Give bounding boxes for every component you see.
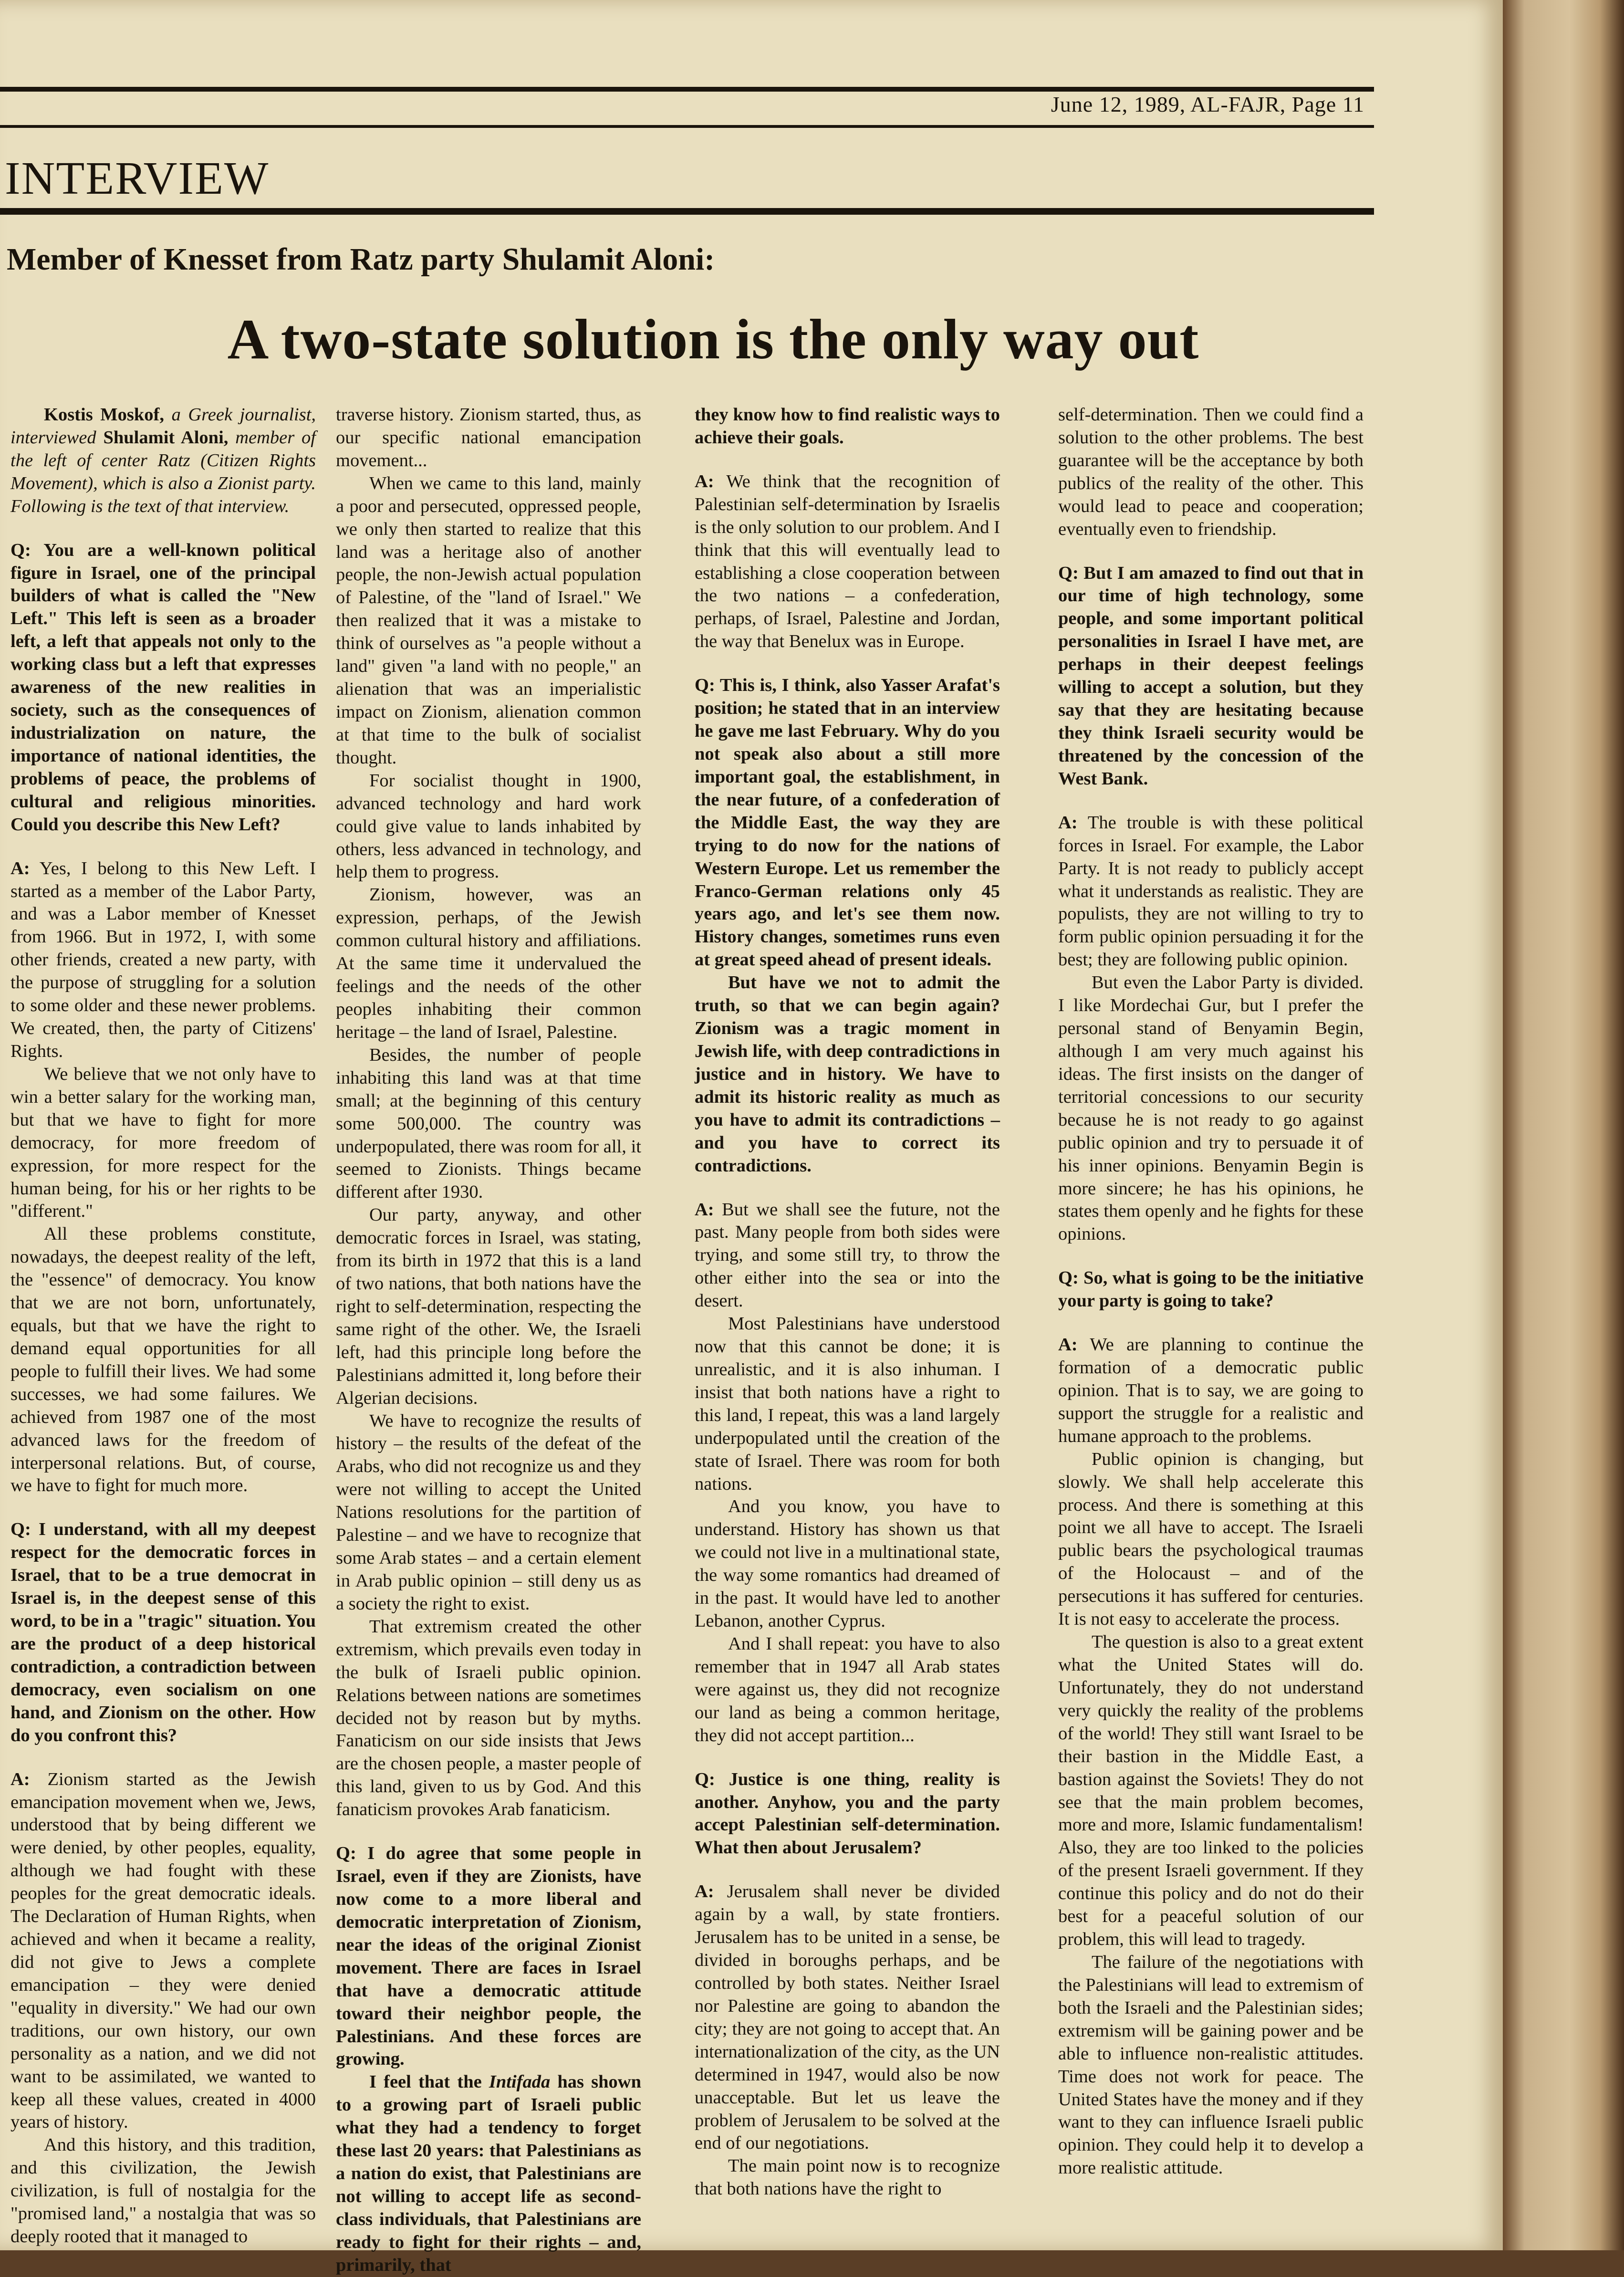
answer-1-para-3: All these problems constitute, nowadays, the deepest reality of the left, the "essence" of democracy. You know that we are not born, unfortunately, equals, but that we have the right to demand equal opportunities for all people to fulfill their lives. We had some successes, we had some failures. We achieved from 1987 one of the most advanced laws for the freedom of interpersonal relations. But, of course, we have to fight for much more. <box>10 1224 316 1496</box>
intro-text-b: member of the left of center Ratz (Citizen Rights Movement), which is also a Zionist party. Following is the text of that interview. <box>10 427 316 516</box>
answer-4-text: But we shall see the future, not the past. Many people from both sides were trying, and some still try, to throw the other either into the sea or into the desert. <box>695 1199 1000 1311</box>
answer-6 <box>1058 812 1364 971</box>
question-5: Q: Justice is one thing, reality is another. Anyhow, you and the party accept Palestinian self-determination. What then about Jerusalem? <box>695 1769 1000 1858</box>
answer-label: A: <box>695 471 714 491</box>
col2-para-5: Besides, the number of people inhabiting this land was at that time small; at the beginning of this century some 500,000. The country was underpopulated, there was room for all, it seemed to Zionists. Things became different after 1930. <box>336 1044 641 1202</box>
answer-label: A: <box>695 1199 714 1220</box>
answer-3 <box>695 470 1000 653</box>
col2-para-6: Our party, anyway, and other democratic forces in Israel, was stating, from its birth in 1972 that this is a land of two nations, that both nations have the right to self-determination, respecting the same right of the other. We, the Israeli left, had this principle long before the Palestinians admitted it, long before their Algerian decisions. <box>336 1205 641 1408</box>
answer-label: A: <box>10 858 30 878</box>
answer-1 <box>10 857 316 1063</box>
article-headline: A two-state solution is the only way out <box>227 307 1199 371</box>
answer-5-para-2: The main point now is to recognize that both nations have the right to <box>695 2156 1000 2199</box>
question-1: Q: You are a well-known political figure in Israel, one of the principal builders of what is called the "New Left." This left is seen as a broader left, a left that appeals not only to the working class but a left that expresses awareness of the new realities in society, such as the consequences of industrialization on nature, the importance of national identities, the problems of peace, the problems of cultural and religious minorities. Could you describe this New Left? <box>10 540 316 835</box>
article-kicker: Member of Knesset from Ratz party Shulamit Aloni: <box>7 242 715 277</box>
question-7: Q: So, what is going to be the initiative your party is going to take? <box>1058 1268 1364 1311</box>
answer-7-text: We are planning to continue the formation of a democratic public opinion. That is to say, we are going to support the struggle for a realistic and humane approach to the problems. <box>1058 1335 1364 1446</box>
col2-para-8: That extremism created the other extremism, which prevails even today in the bulk of Israeli public opinion. Relations between nations are sometimes decided not by reason but by myths. Fanaticism on our side insists that Jews are the chosen people, a master people of this land, given to us by God. And this fanaticism provokes Arab fanaticism. <box>336 1616 641 1820</box>
answer-7-para-2: Public opinion is changing, but slowly. We shall help accelerate this process. And there is something at this point we all have to accept. The Israeli public bears the psychological traumas of the Holocaust – and of the persecutions it has suffered for centuries. It is not easy to accelerate the process. <box>1058 1449 1364 1629</box>
answer-label: A: <box>695 1881 714 1902</box>
answer-7-para-4: The failure of the negotiations with the Palestinians will lead to extremism of both the Israeli and the Palestinian sides; extremism will be gaining power and be able to influence non-realistic attitudes. Time does not work for peace. The United States have the money and if they want to they can influence Israeli public opinion. They could help it to develop a more realistic attitude. <box>1058 1952 1364 2178</box>
answer-2-text: Zionism started as the Jewish emancipation movement when we, Jews, understood that by being different we were denied, by other peoples, equality, although we had fought with these peoples for the great democratic ideals. The Declaration of Human Rights, when achieved and when it became a reality, did not give to Jews a complete emancipation – they were denied "equality in diversity." We had our own traditions, our own history, our own personality as a nation, and we did not want to be assimilated, we wanted to keep all these values, created in 4000 years of history. <box>10 1769 316 2132</box>
intro-paragraph <box>10 404 316 518</box>
answer-1-text: Yes, I belong to this New Left. I started as a member of the Labor Party, and was a Labor member of Knesset from 1966. But in 1972, I, with some other friends, created a new party, with the purpose of struggling for a solution to some older and these newer problems. We created, then, the party of Citizens' Rights. <box>10 858 316 1061</box>
answer-5-text: Jerusalem shall never be divided again by a wall, by state frontiers. Jerusalem has to be united in a sense, be divided in boroughs perhaps, and be controlled by both states. Neither Israel nor Palestine are going to abandon the city; they are not going to accept that. An internationalization of the city, as the UN determined in 1947, would also be now unacceptable. But let us leave the problem of Jerusalem to be solved at the end of our negotiations. <box>695 1881 1000 2153</box>
answer-7 <box>1058 1334 1364 1448</box>
answer-7-para-3: The question is also to a great extent what the United States will do. Unfortunately, they do not understand very quickly the reality of the problems of the world! They still want Israel to be their bastion in the Middle East, a bastion against the Soviets! They do not see that the main problem becomes, more and more, Islamic fundamentalism! Also, they are too linked to the policies of the present Israeli government. If they continue this policy and do not do their best for a peaceful solution of our problem, this will lead to tragedy. <box>1058 1632 1364 1950</box>
article-column-1 <box>10 404 316 2248</box>
q3-intifada: Intifada <box>489 2072 551 2092</box>
question-3: Q: I do agree that some people in Israel, even if they are Zionists, have now come to a more liberal and democratic interpretation of Zionism, near the ideas of the original Zionist movement. There are faces in Israel that have a democratic attitude toward their neighbor people, the Palestinians. And these forces are growing. <box>336 1843 641 2069</box>
col2-para-3: For socialist thought in 1900, advanced technology and hard work could give value to lands inhabited by others, less advanced in technology, and help them to progress. <box>336 770 641 882</box>
col2-para-4: Zionism, however, was an expression, perhaps, of the Jewish common cultural history and affiliations. At the same time it undervalued the feelings and the needs of the other peoples inhabiting their common heritage – the land of Israel, Palestine. <box>336 885 641 1042</box>
answer-1-para-2: We believe that we not only have to win a better salary for the working man, but that we have to fight for more democracy, for more freedom of expression, for more respect for the human being, for his or her rights to be "different." <box>10 1064 316 1222</box>
article-column-2 <box>336 404 641 2277</box>
col2-para-1: traverse history. Zionism started, thus, as our specific national emancipation movement... <box>336 405 641 470</box>
question-3-end: they know how to find realistic ways to achieve their goals. <box>695 405 1000 448</box>
answer-5 <box>695 1880 1000 2155</box>
answer-2 <box>10 1768 316 2134</box>
article-column-3 <box>695 404 1000 2201</box>
answer-4-para-2: Most Palestinians have understood now that this cannot be done; it is unrealistic, and it is also inhuman. I insist that both nations have a right to this land, I repeat, this was a land largely underpopulated until the creation of the state of Israel. There was room for both nations. <box>695 1314 1000 1494</box>
answer-6-para-2: But even the Labor Party is divided. I like Mordechai Gur, but I prefer the personal stand of Benyamin Begin, although I am very much against his ideas. The first insists on the danger of territorial concessions to our security because he is not ready to go against public opinion and try to persuade it of his inner opinions. Benyamin Begin is more sincere; he has his opinions, he states them openly and he fights for these opinions. <box>1058 972 1364 1244</box>
top-rule <box>0 87 1374 92</box>
col4-para-1: self-determination. Then we could find a solution to the other problems. The best guarantee will be the acceptance by both publics of the reality of the other. This would lead to peace and cooperation; eventually even to friendship. <box>1058 405 1364 539</box>
answer-4 <box>695 1199 1000 1313</box>
answer-3-text: We think that the recognition of Palestinian self-determination by Israelis is the only solution to our problem. And I think that this will eventually lead to establishing a close cooperation between the two nations – a confederation, perhaps, of Israel, Palestine and Jordan, the way that Benelux was in Europe. <box>695 471 1000 652</box>
page-folio: June 12, 1989, AL-FAJR, Page 11 <box>1051 92 1364 116</box>
col2-para-2: When we came to this land, mainly a poor and persecuted, oppressed people, we only then started to realize that this land was a heritage also of another people, the non-Jewish actual population of Palestine, of the "land of Israel." We then realized that it was a mistake to think of ourselves as "a people without a land" given "a land with no people," an alienation that was an imperialistic impact on Zionism, alienation common at that time to the bulk of socialist thought. <box>336 473 641 768</box>
interviewee-name: Shulamit Aloni, <box>103 427 229 448</box>
author-name: Kostis Moskof, <box>44 405 164 425</box>
question-2: Q: I understand, with all my deepest respect for the democratic forces in Israel, that to be a true democrat in Israel is, in the deepest sense of this word, to be in a "tragic" situation. You are the product of a deep historical contradiction, a contradiction between democracy, even socialism on one hand, and Zionism on the other. How do you confront this? <box>10 1519 316 1745</box>
answer-label: A: <box>10 1769 30 1789</box>
question-4: Q: This is, I think, also Yasser Arafat's position; he stated that in an interview he gave me last February. Why do you not speak also about a still more important goal, the establishment, in the near future, of a confederation of the Middle East, the way they are trying to do now for the nations of Western Europe. Let us remember the Franco-German relations only 45 years ago, and let's see them now. History changes, sometimes runs even at great speed ahead of present ideals. <box>695 675 1000 970</box>
answer-2-para-2: And this history, and this tradition, and this civilization, the Jewish civilization, is full of nostalgia for the "promised land," a nostalgia that was so deeply rooted that it managed to <box>10 2135 316 2247</box>
question-3-para-2 <box>336 2071 641 2277</box>
answer-4-para-3: And you know, you have to understand. History has shown us that we could not live in a multinational state, the way some romantics had dreamed of in the past. It would have led to another Lebanon, another Cyprus. <box>695 1496 1000 1631</box>
answer-label: A: <box>1058 1335 1078 1355</box>
q3-text-a: I feel that the <box>369 2072 482 2092</box>
answer-4-para-4: And I shall repeat: you have to also remember that in 1947 all Arab states were against us, they did not recognize our land as being a common heritage, they did not accept partition... <box>695 1634 1000 1745</box>
section-rule <box>0 208 1374 215</box>
article-column-4 <box>1058 404 1364 2180</box>
section-title: INTERVIEW <box>5 153 270 204</box>
col2-para-7: We have to recognize the results of history – the results of the defeat of the Arabs, who did not recognize us and they were not willing to accept the United Nations resolutions for the partition of Palestine – and we have to recognize that some Arab states – and a certain element in Arab public opinion – still deny us as a society the right to exist. <box>336 1410 641 1614</box>
answer-6-text: The trouble is with these political forces in Israel. For example, the Labor Party. It is not ready to publicly accept what it understands as realistic. They are populists, they are not willing to try to form public opinion persuading it for the best; they are following public opinion. <box>1058 812 1364 970</box>
intro-text-a: a Greek journalist, interviewed <box>10 405 316 448</box>
question-4-para-2: But have we not to admit the truth, so that we can begin again? Zionism was a tragic moment in Jewish life, with deep contradictions in justice and in history. We have to admit its historic reality as much as you have to admit its contradictions – and you have to correct its contradictions. <box>695 972 1000 1176</box>
mid-rule <box>0 125 1374 128</box>
q3-text-b: has shown to a growing part of Israeli public what they had a tendency to forget these last 20 years: that Palestinians as a nation do exist, that Palestinians are not willing to accept life as second-class individuals, that Palestinians are ready to fight for their rights – and, primarily, that <box>336 2072 641 2275</box>
book-binding <box>1503 0 1624 2250</box>
answer-label: A: <box>1058 812 1078 833</box>
question-6: Q: But I am amazed to find out that in our time of high technology, some people, and some important political personalities in Israel I have met, are perhaps in their deepest feelings willing to accept a solution, but they say that they are hesitating because they think Israeli security would be threatened by the concession of the West Bank. <box>1058 563 1364 789</box>
